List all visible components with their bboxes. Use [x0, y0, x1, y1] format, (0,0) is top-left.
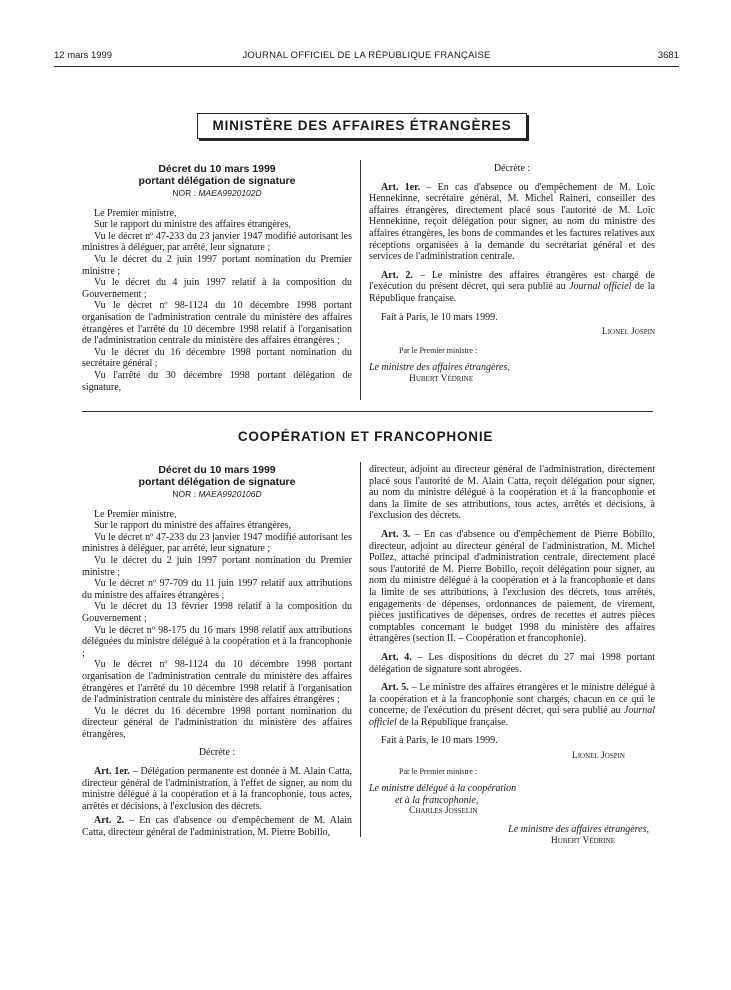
decree2-para: Vu le décret du 13 février 1998 relatif à la composition du Gouvernement ; — [82, 601, 352, 624]
decree1-para: Vu le décret nº 98-1124 du 10 décembre 1998 portant organisation de l'administration centrale du ministère des affaires étrangères et l'arrêté du 10 décembre 1998 relatif à l'organisation de l'administration centrale du ministère des affaires étrangères ; — [82, 300, 352, 347]
decree1-para: Vu l'arrêté du 30 décembre 1998 portant délégation de signature, — [82, 369, 352, 393]
header-rule — [54, 66, 679, 67]
decree1-column-divider — [360, 160, 361, 400]
decree1-para: Vu le décret du 16 décembre 1998 portant nomination du secrétaire général ; — [82, 346, 352, 370]
decree2-nor: NOR : MAEA9920106D — [172, 489, 262, 499]
decree2-para: Vu le décret nº 97-709 du 11 juin 1997 relatif aux attributions du ministre des affaires étrangères ; — [82, 578, 352, 601]
decree2-article-5: Art. 5. – Le ministre des affaires étrangères et le ministre délégué à la coopération et à la francophonie sont chargés, chacun en ce qui le concerne, de l'exécution du présent décret, qui sera publié au Journal officiel de la République française. — [369, 682, 655, 728]
decree2-article-2-continued: directeur, adjoint au directeur général de l'administration, directement placé sous l'autorité de M. Alain Catta, reçoit délégation pour signer, au nom du ministre délégué à la coopération et à la francophonie et dans la limite de ses attributions, tous actes, arrêtés et décisions, à l'exclusion des décrets. — [369, 464, 655, 522]
decree1-signer-pm: Lionel Jospin — [601, 327, 655, 338]
ministry-heading-box: MINISTÈRE DES AFFAIRES ÉTRANGÈRES — [197, 113, 527, 139]
decree2-article-4: Art. 4. – Les dispositions du décret du 27 mai 1998 portant délégation de signature sont abrogées. — [369, 651, 655, 675]
header-page-number: 3681 — [657, 50, 679, 61]
decree2-subtitle: portant délégation de signature — [138, 476, 296, 488]
decree2-title: Décret du 10 mars 1999 — [158, 464, 276, 476]
decree2-article-2: Art. 2. – En cas d'absence ou d'empêchement de M. Alain Catta, directeur général de l'administration, M. Pierre Bobillo, — [82, 815, 352, 839]
decree1-nor: NOR : MAEA9920102D — [172, 188, 262, 198]
decree1-par-premier: Par le Premier ministre : — [399, 345, 478, 355]
page-header — [54, 50, 679, 64]
decree2-para: Vu le décret du 2 juin 1997 portant nomination du Premier ministre ; — [82, 554, 352, 578]
decree2-article-1: Art. 1er. – Délégation permanente est donnée à M. Alain Catta, directeur général de l'administration, à l'effet de signer, au nom du ministre délégué à la coopération et à la francophonie, tous actes, arrêtés et décisions, à l'exclusion des décrets. — [82, 766, 352, 812]
header-date: 12 mars 1999 — [54, 50, 113, 61]
decree1-article-2: Art. 2. – Le ministre des affaires étrangères est chargé de l'exécution du présent décret, qui sera publié au Journal officiel de la République française. — [369, 269, 655, 304]
decree1-subtitle: portant délégation de signature — [138, 175, 296, 187]
decree2-delegate-title: Le ministre délégué à la coopération — [369, 783, 517, 795]
decree1-para: Vu le décret nº 47-233 du 23 janvier 1947 modifié autorisant les ministres à déléguer, par arrêté, leur signature ; — [82, 230, 352, 254]
decree1-left-column — [82, 163, 352, 393]
decree2-article-3: Art. 3. – En cas d'absence ou d'empêchement de Pierre Bobillo, directeur, adjoint au directeur général de l'administration, M. Michel Pollez, attaché principal d'administration centrale, directement placé sous l'autorité de M. Pierre Bobillo, reçoit délégation pour signer, au nom du ministre délégué à la coopération et à la francophonie et dans la limite de ses attributions, à l'exclusion des décrets, tous arrêtés, engagements de dépenses, ordonnances de paiement, de virement, pièces justificatives de dépenses, ordres de recettes et autres pièces comptables concernant le budget 1998 du ministère des affaires étrangères (section II. – Coopération et francophonie). — [369, 528, 655, 645]
decree2-decrete: Décrète : — [198, 747, 236, 759]
decree1-minister-name: Hubert Védrine — [409, 373, 474, 384]
decree2-column-divider — [360, 462, 361, 837]
decree2-left-column — [82, 464, 352, 839]
decree1-article-1: Art. 1er. – En cas d'absence ou d'empêchement de M. Loïc Hennekinne, secrétaire général, M. Michel Raineri, conseiller des affaires étrangères, directement placé sous l'autorité de M. Loïc Hennekinne, reçoit délégation pour signer, au nom du ministre des affaires étrangères, les bons de commandes et les factures relatives aux réceptions organisées à la demande du secrétariat général et des services de l'administration centrale. — [369, 181, 656, 263]
decree2-signer-pm: Lionel Jospin — [571, 751, 625, 762]
decree1-para: Sur le rapport du ministre des affaires étrangères, — [94, 219, 291, 231]
decree1-title: Décret du 10 mars 1999 — [158, 163, 276, 175]
decree1-minister-title: Le ministre des affaires étrangères, — [369, 362, 510, 374]
decree2-fait: Fait à Paris, le 10 mars 1999. — [381, 735, 498, 747]
decree1-para: Le Premier ministre, — [94, 207, 177, 219]
decree2-delegate-title-2: et à la francophonie, — [395, 794, 479, 806]
decree2-para: Vu le décret du 16 décembre 1998 portant nomination du directeur général de l'administration du ministère des affaires étrangères, — [82, 705, 352, 740]
decree2-para: Vu le décret nº 98-1124 du 10 décembre 1998 portant organisation de l'administration centrale du ministère des affaires étrangères et l'arrêté du 10 décembre 1998 relatif à l'organisation de l'administration centrale du ministère des affaires étrangères ; — [82, 659, 352, 706]
decree2-para: Vu le décret nº 47-233 du 23 janvier 1947 modifié autorisant les ministres à déléguer, par arrêté, leur signature ; — [82, 531, 352, 555]
decree2-para: Sur le rapport du ministre des affaires étrangères, — [94, 520, 291, 532]
decree1-para: Vu le décret du 4 juin 1997 relatif à la composition du Gouvernement ; — [82, 277, 352, 300]
decree2-delegate-name: Charles Josselin — [409, 806, 478, 817]
decree2-minister-title: Le ministre des affaires étrangères, — [508, 824, 649, 836]
decree2-para: Le Premier ministre, — [94, 508, 177, 520]
decree1-para: Vu le décret du 2 juin 1997 portant nomination du Premier ministre ; — [82, 253, 352, 277]
decree1-decrete: Décrète : — [493, 163, 531, 174]
section2-title: COOPÉRATION ET FRANCOPHONIE — [237, 429, 494, 444]
decree2-par-premier: Par le Premier ministre : — [399, 766, 478, 776]
decree2-right-column — [369, 464, 655, 847]
decree2-minister-name: Hubert Védrine — [550, 835, 615, 846]
header-journal-title: JOURNAL OFFICIEL DE LA RÉPUBLIQUE FRANÇAISE — [242, 50, 491, 61]
decree1-fait: Fait à Paris, le 10 mars 1999. — [381, 311, 498, 323]
decree1-right-column — [369, 163, 655, 386]
section-divider — [82, 411, 653, 412]
decree2-para: Vu le décret nº 98-175 du 16 mars 1998 relatif aux attributions déléguées du ministre délégué à la coopération et à la francophonie ; — [82, 624, 352, 659]
